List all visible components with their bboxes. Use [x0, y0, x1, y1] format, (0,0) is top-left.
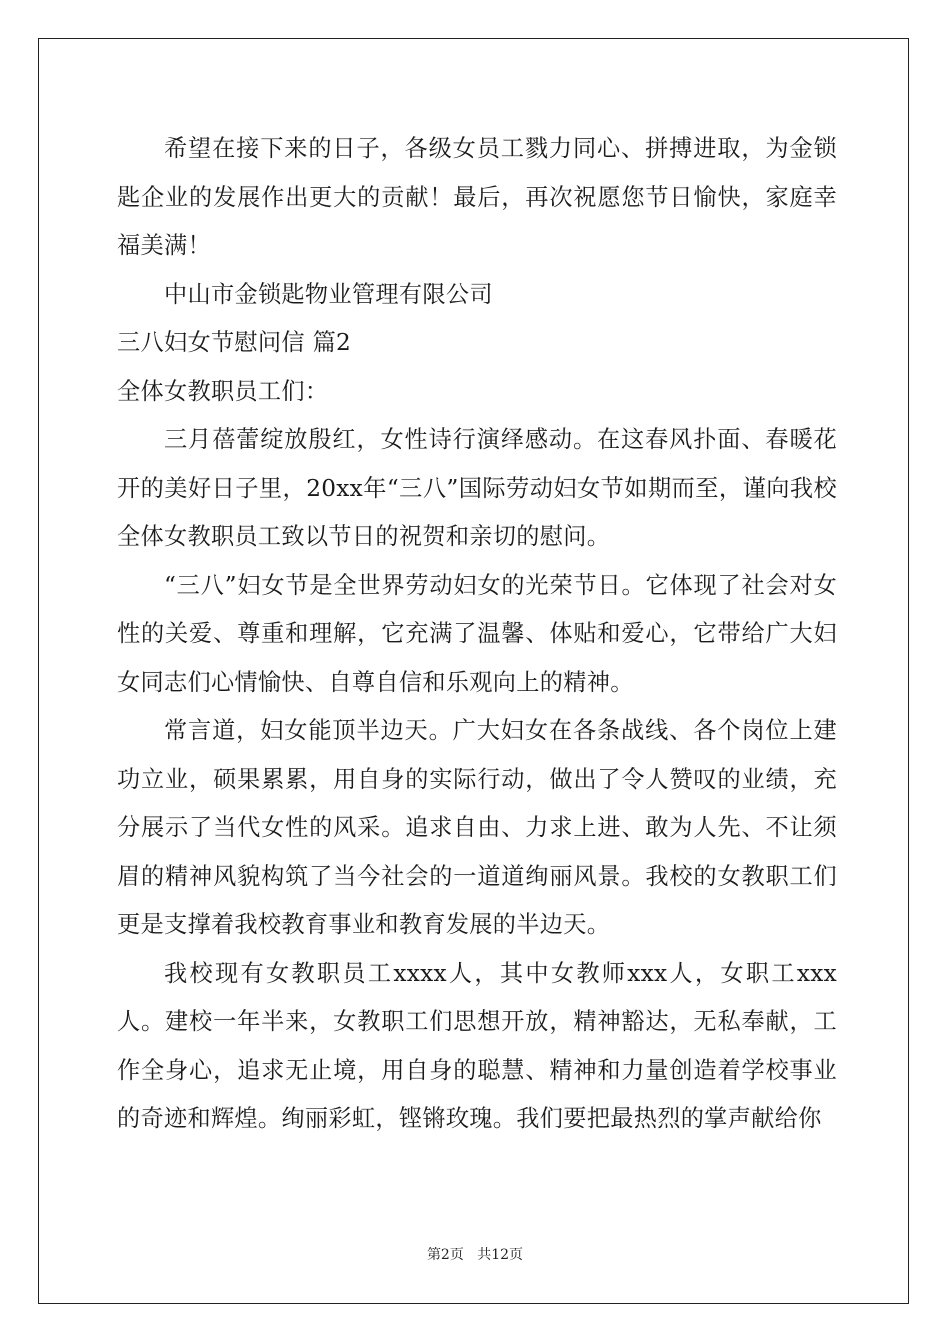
- paragraph-opening: 三月蓓蕾绽放殷红，女性诗行演绎感动。在这春风扑面、春暖花开的美好日子里，20xx年“三八”国际劳动妇女节如期而至，谨向我校全体女教职员工致以节日的祝贺和亲切的慰问。: [117, 426, 837, 550]
- page-total: 共12页: [477, 1247, 524, 1263]
- section-heading: 三八妇女节慰问信 篇2: [117, 329, 352, 356]
- signature-company: 中山市金锁匙物业管理有限公司: [164, 280, 493, 308]
- paragraph-holiday-meaning: “三八”妇女节是全世界劳动妇女的光荣节日。它体现了社会对女性的关爱、尊重和理解，它充满了温馨、体贴和爱心，它带给广大妇女同志们心情愉快、自尊自信和乐观向上的精神。: [117, 571, 837, 696]
- paragraph-half-the-sky: 常言道，妇女能顶半边天。广大妇女在各条战线、各个岗位上建功立业，硕果累累，用自身的实际行动，做出了令人赞叹的业绩，充分展示了当代女性的风采。追求自由、力求上进、敢为人先、不让须眉的精神风貌构筑了当今社会的一道道绚丽风景。我校的女教职工们更是支撑着我校教育事业和教育发展的半边天。: [117, 717, 837, 938]
- paragraph-wishes: 希望在接下来的日子，各级女员工戮力同心、拼搏进取，为金锁匙企业的发展作出更大的贡献！最后，再次祝愿您节日愉快，家庭幸福美满！: [117, 135, 837, 259]
- salutation: 全体女教职员工们：: [117, 377, 329, 405]
- document-body: [117, 125, 837, 1144]
- page-number: 第2页: [426, 1247, 464, 1263]
- page-footer: [0, 1244, 950, 1264]
- paragraph-school-staff: 我校现有女教职员工xxxx人，其中女教师xxx人，女职工xxx人。建校一年半来，女教职工们思想开放，精神豁达，无私奉献，工作全身心，追求无止境，用自身的聪慧、精神和力量创造着学校事业的奇迹和辉煌。绚丽彩虹，铿锵玫瑰。我们要把最热烈的掌声献给你: [117, 959, 837, 1132]
